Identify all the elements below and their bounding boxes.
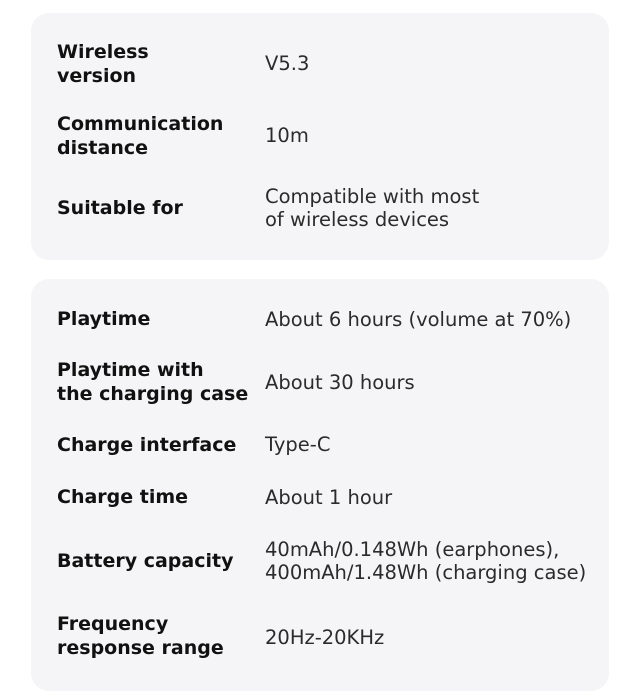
spec-value-wireless-version: V5.3: [265, 52, 310, 75]
spec-label-playtime-with-case: Playtime with the charging case: [57, 359, 249, 405]
spec-label-charge-time: Charge time: [57, 486, 189, 508]
spec-label-suitable-for: Suitable for: [57, 197, 183, 219]
spec-card-wireless: [31, 13, 609, 260]
spec-value-battery-capacity: 40mAh/0.148Wh (earphones), 400mAh/1.48Wh (charging case): [265, 538, 587, 584]
spec-label-wireless-version: Wireless version: [57, 41, 149, 87]
spec-value-suitable-for: Compatible with most of wireless devices: [265, 185, 480, 231]
spec-value-charge-interface: Type-C: [265, 433, 331, 456]
spec-value-playtime-with-case: About 30 hours: [265, 371, 415, 394]
spec-card-battery: [31, 279, 609, 691]
spec-label-battery-capacity: Battery capacity: [57, 550, 234, 572]
spec-label-frequency-response: Frequency response range: [57, 613, 224, 659]
spec-label-communication-distance: Communication distance: [57, 113, 224, 159]
spec-value-communication-distance: 10m: [265, 124, 309, 147]
spec-value-playtime: About 6 hours (volume at 70%): [265, 308, 572, 331]
spec-value-frequency-response: 20Hz-20KHz: [265, 626, 385, 649]
spec-label-playtime: Playtime: [57, 308, 151, 330]
spec-value-charge-time: About 1 hour: [265, 486, 393, 509]
spec-label-charge-interface: Charge interface: [57, 434, 237, 456]
